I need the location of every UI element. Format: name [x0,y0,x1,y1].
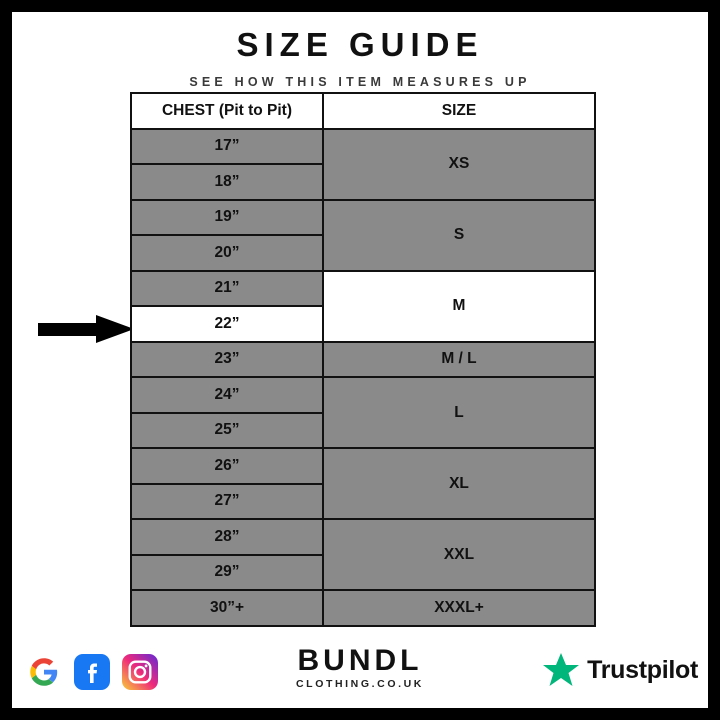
table-header-row [131,93,595,129]
size-cell: M / L [323,342,595,378]
size-table-wrapper [130,92,594,627]
table-row [131,448,595,484]
chest-cell: 28” [131,519,323,555]
chest-cell: 21” [131,271,323,307]
footer [12,618,708,708]
table-row [131,342,595,378]
size-cell: XS [323,129,595,200]
brand-domain: CLOTHING.CO.UK [296,678,424,690]
chest-cell: 17” [131,129,323,165]
page-title: SIZE GUIDE [236,26,484,63]
chest-cell: 19” [131,200,323,236]
arrow-head [96,315,134,343]
chest-cell: 23” [131,342,323,378]
table-row [131,377,595,413]
column-header-chest: CHEST (Pit to Pit) [131,93,323,129]
chest-cell: 27” [131,484,323,520]
trustpilot-star-icon [542,652,580,688]
size-table [130,92,596,627]
size-cell: S [323,200,595,271]
chest-cell: 24” [131,377,323,413]
trustpilot-badge[interactable] [542,652,698,688]
chest-cell: 18” [131,164,323,200]
column-header-size: SIZE [323,93,595,129]
chest-cell: 29” [131,555,323,591]
chest-cell: 30”+ [131,590,323,626]
selection-arrow-icon [38,315,134,343]
size-cell: XL [323,448,595,519]
chest-cell-selected: 22” [131,306,323,342]
chest-cell: 20” [131,235,323,271]
brand-name: BUNDL [297,643,423,677]
table-row [131,200,595,236]
table-row [131,129,595,165]
chest-cell: 26” [131,448,323,484]
table-row [131,519,595,555]
chest-cell: 25” [131,413,323,449]
size-guide-card [12,12,708,708]
size-cell: XXL [323,519,595,590]
size-cell: XXXL+ [323,590,595,626]
trustpilot-label: Trustpilot [587,655,698,684]
table-row-highlighted [131,271,595,307]
size-cell-selected: M [323,271,595,342]
arrow-shaft [38,323,100,336]
size-cell: L [323,377,595,448]
page-subtitle: SEE HOW THIS ITEM MEASURES UP [189,75,531,89]
